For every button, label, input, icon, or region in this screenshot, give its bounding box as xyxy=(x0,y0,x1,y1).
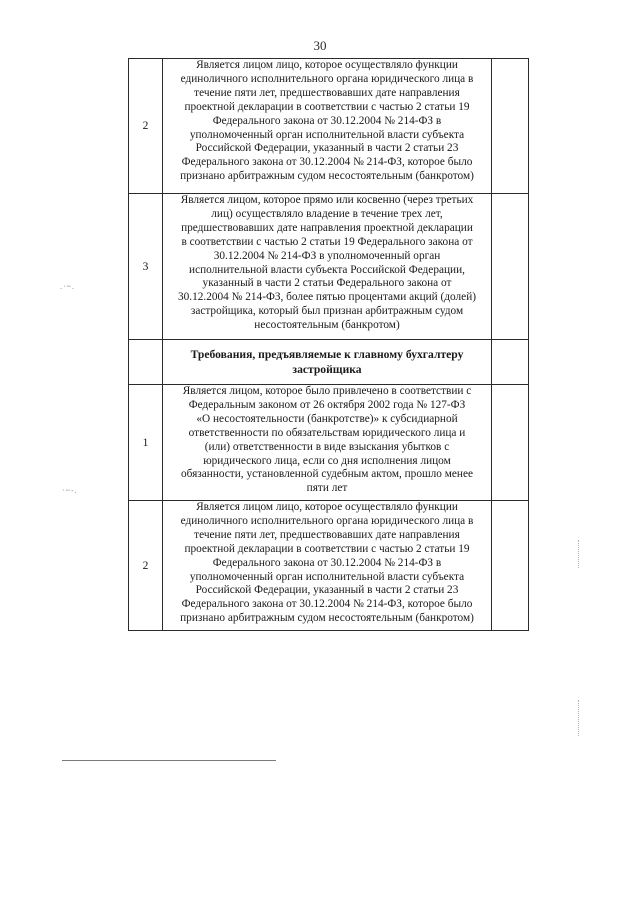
requirement-text-line: предшествовавших дате направления проектной декларации xyxy=(181,221,473,234)
requirement-text-line: Федерального закона от 30.12.2004 № 214-ФЗ, которое было xyxy=(181,156,473,169)
requirement-text-line: Федерального закона от 30.12.2004 № 214-ФЗ в xyxy=(212,114,442,127)
section-heading-row xyxy=(129,340,529,385)
empty-cell xyxy=(492,194,529,340)
table-row xyxy=(129,385,529,501)
requirement-text-line: застройщика, который был признан арбитражным судом xyxy=(190,305,464,318)
footer-rule xyxy=(62,760,276,761)
requirement-text-line: единоличного исполнительного органа юридического лица в xyxy=(180,72,474,85)
page-number: 30 xyxy=(313,38,327,53)
requirement-text-line: единоличного исполнительного органа юридического лица в xyxy=(180,514,474,527)
requirement-text-line: Федеральным законом от 26 октября 2002 года № 127-ФЗ xyxy=(188,398,466,411)
requirement-text-line: 30.12.2004 № 214-ФЗ в уполномоченный орган xyxy=(213,249,441,262)
requirement-text-line: «О несостоятельности (банкротстве)» к субсидиарной xyxy=(196,412,458,425)
table-row xyxy=(129,501,529,631)
edge-scan-ticks xyxy=(578,540,580,568)
requirement-text-line: юридического лица, если со дня исполнения лицом xyxy=(203,454,451,467)
section-heading-line: Требования, предъявляемые к главному бухгалтеру xyxy=(190,348,464,361)
empty-cell xyxy=(492,59,529,194)
requirement-text-line: 30.12.2004 № 214-ФЗ, более пятью процентами акций (долей) xyxy=(177,291,477,304)
requirement-text-line: Является лицом, которое прямо или косвенно (через третьих xyxy=(180,194,474,206)
requirement-text-line: ответственности по обязательствам юридического лица и xyxy=(188,426,466,439)
table-row xyxy=(129,194,529,340)
requirement-text-line: признано арбитражным судом несостоятельным (банкротом) xyxy=(180,612,474,625)
requirements-table-body xyxy=(129,59,529,631)
requirement-text-line: пяти лет xyxy=(306,482,348,495)
scan-artifact-mark: ·~-. xyxy=(62,486,78,495)
requirement-text-line: (или) ответственности в виде взыскания убытков с xyxy=(204,440,450,453)
table-row xyxy=(129,59,529,194)
row-number: 2 xyxy=(129,59,163,194)
row-number: 1 xyxy=(129,385,163,501)
requirement-text xyxy=(163,59,492,194)
requirement-text-line: Российской Федерации, указанный в части 2 статьи 23 xyxy=(195,584,459,597)
section-heading-line: застройщика xyxy=(292,363,362,376)
requirement-text-line: в соответствии с частью 2 статьи 19 Федерального закона от xyxy=(181,235,473,248)
requirement-text-line: уполномоченный орган исполнительной власти субъекта xyxy=(189,570,465,583)
requirement-text xyxy=(163,194,492,340)
requirement-text-line: обязанности, установленной судебным актом, прошло менее xyxy=(180,468,474,481)
empty-cell xyxy=(492,340,529,385)
row-number: 3 xyxy=(129,194,163,340)
requirement-text-line: Является лицом лицо, которое осуществляло функции xyxy=(196,501,458,513)
requirement-text-line: уполномоченный орган исполнительной власти субъекта xyxy=(189,128,465,141)
requirement-text-line: лиц) осуществляло владение в течение трех лет, xyxy=(211,207,443,220)
requirement-text-line: Федерального закона от 30.12.2004 № 214-ФЗ в xyxy=(212,556,442,569)
requirement-text-line: исполнительной власти субъекта Российской Федерации, xyxy=(189,263,465,276)
requirement-text-line: Российской Федерации, указанный в части 2 статьи 23 xyxy=(195,142,459,155)
requirement-text-line: Является лицом лицо, которое осуществляло функции xyxy=(196,59,458,71)
empty-cell xyxy=(492,385,529,501)
requirement-text-line: проектной декларации в соответствии с частью 2 статьи 19 xyxy=(184,100,470,113)
requirement-text-line: течение пяти лет, предшествовавших дате направления xyxy=(194,86,460,99)
requirement-text-line: несостоятельным (банкротом) xyxy=(254,319,400,332)
section-heading xyxy=(163,340,492,385)
empty-cell xyxy=(492,501,529,631)
requirement-text-line: течение пяти лет, предшествовавших дате направления xyxy=(194,528,460,541)
edge-scan-ticks xyxy=(578,700,580,736)
requirement-text-line: Является лицом, которое было привлечено в соответствии с xyxy=(182,385,472,397)
requirement-text-line: признано арбитражным судом несостоятельным (банкротом) xyxy=(180,170,474,183)
requirement-text-line: указанный в части 2 статьи Федерального закона от xyxy=(202,277,452,290)
row-number: 2 xyxy=(129,501,163,631)
requirement-text-line: Федерального закона от 30.12.2004 № 214-ФЗ, которое было xyxy=(181,598,473,611)
scan-artifact-mark: .·~. xyxy=(60,282,75,291)
empty-cell xyxy=(129,340,163,385)
requirement-text-line: проектной декларации в соответствии с частью 2 статьи 19 xyxy=(184,542,470,555)
requirements-table xyxy=(128,58,529,631)
requirement-text xyxy=(163,501,492,631)
requirement-text xyxy=(163,385,492,501)
